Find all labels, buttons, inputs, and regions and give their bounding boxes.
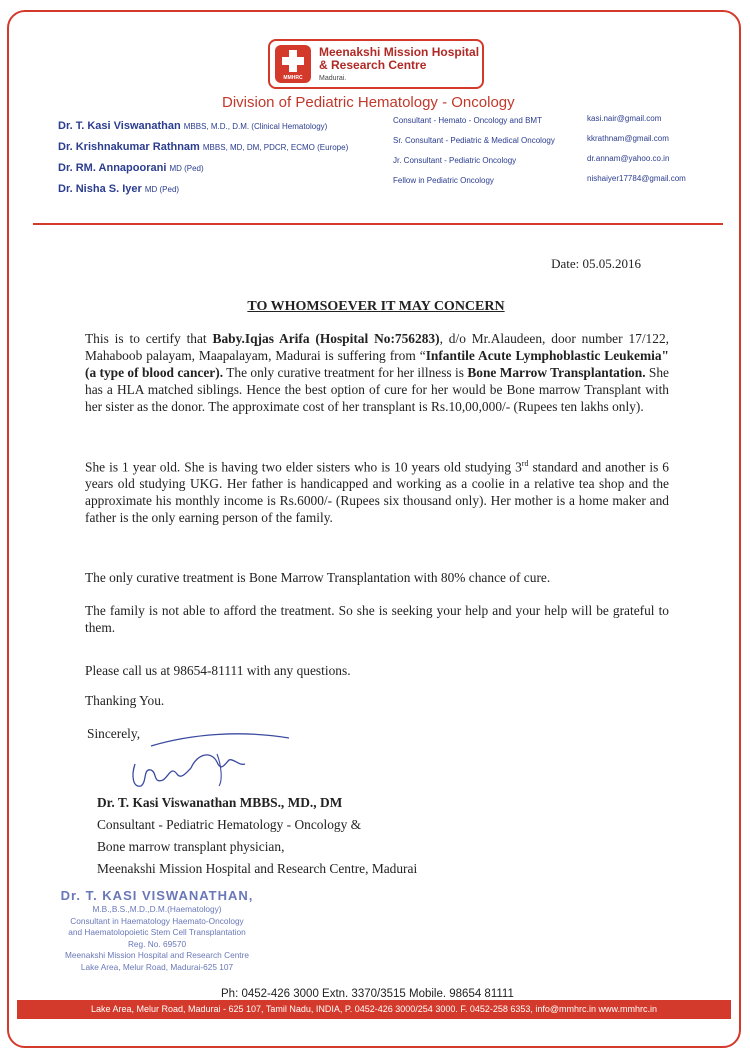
paragraph-contact: Please call us at 98654-81111 with any questions. bbox=[85, 663, 351, 678]
letterhead-page bbox=[7, 10, 741, 1048]
logo-tag: MMHRC bbox=[283, 75, 303, 81]
signer-block bbox=[97, 792, 417, 880]
doctor-email-2: kkrathnam@gmail.com bbox=[587, 134, 669, 143]
doctor-email-3: dr.annam@yahoo.co.in bbox=[587, 154, 670, 163]
letter-date: Date: 05.05.2016 bbox=[551, 256, 641, 271]
paragraph-cure: The only curative treatment is Bone Marrow Transplantation with 80% chance of cure. bbox=[85, 570, 551, 585]
doctor-role-4: Fellow in Pediatric Oncology bbox=[393, 176, 494, 185]
doctor-stamp: Dr. T. KASI VISWANATHAN, M.B.,B.S.,M.D.,D.M.(Haematology) Consultant in Haematology Haemato-Oncology and Haematolopoietic Stem Cell Transplantation Reg. No. 69570 Meenakshi Mission Hospital and Research Centre Lake Area, Melur Road, Madurai-625 107 bbox=[27, 888, 287, 973]
doctor-name-4: Dr. Nisha S. Iyer MD (Ped) bbox=[58, 183, 180, 195]
hospital-city: Madurai. bbox=[319, 75, 347, 82]
doctor-name-2: Dr. Krishnakumar Rathnam MBBS, MD, DM, PDCR, ECMO (Europe) bbox=[58, 141, 349, 153]
doctor-role-1: Consultant - Hemato - Oncology and BMT bbox=[393, 116, 542, 125]
doctor-email-4: nishaiyer17784@gmail.com bbox=[587, 174, 686, 183]
signer-organization: Meenakshi Mission Hospital and Research Centre, Madurai bbox=[97, 861, 418, 876]
signer-title: Consultant - Pediatric Hematology - Oncology & bbox=[97, 817, 362, 832]
red-cross-icon bbox=[275, 45, 311, 83]
signer-title-2: Bone marrow transplant physician, bbox=[97, 839, 285, 854]
treatment: Bone Marrow Transplantation. bbox=[467, 365, 646, 380]
hospital-logo bbox=[268, 39, 484, 89]
diagnosis: Infantile Acute Lymphoblastic Leukemia"(a type of blood cancer). bbox=[85, 348, 669, 380]
doctor-name-1: Dr. T. Kasi Viswanathan MBBS, M.D., D.M. (Clinical Hematology) bbox=[58, 120, 328, 132]
closing-line: Sincerely, bbox=[87, 726, 141, 741]
doctor-role-2: Sr. Consultant - Pediatric & Medical Oncology bbox=[393, 136, 555, 145]
paragraph-family: She is 1 year old. She is having two elder sisters who is 10 years old studying 3rd standard and another is 6 years old studying UKG. Her father is handicapped and working as a coolie in a relative tea shop and the approximate his monthly income is Rs.6000/- (Rupees six thousand only). Her mother is a home maker and father is the only earning person of the family. bbox=[85, 459, 669, 526]
hospital-name-line1: Meenakshi Mission Hospital bbox=[319, 45, 480, 59]
patient-name: Baby.Iqjas Arifa (Hospital No:756283) bbox=[212, 331, 440, 346]
handwritten-signature bbox=[121, 724, 291, 796]
paragraph-appeal: The family is not able to afford the treatment. So she is seeking your help and your help will be grateful to them. bbox=[85, 603, 669, 635]
signer-name: Dr. T. Kasi Viswanathan MBBS., MD., DM bbox=[97, 795, 343, 810]
hospital-name bbox=[319, 46, 479, 72]
footer-address-bar: Lake Area, Melur Road, Madurai - 625 107, Tamil Nadu, INDIA, P. 0452-426 3000/254 3000. F. 0452-258 6353, info@mmhrc.in www.mmhrc.in bbox=[17, 1000, 731, 1019]
doctor-name-3: Dr. RM. Annapoorani MD (Ped) bbox=[58, 162, 204, 174]
doctor-role-3: Jr. Consultant - Pediatric Oncology bbox=[393, 156, 517, 165]
stamp-name: Dr. T. KASI VISWANATHAN, bbox=[60, 888, 254, 903]
thanks-line: Thanking You. bbox=[85, 693, 165, 708]
hospital-name-line2: & Research Centre bbox=[319, 58, 427, 72]
paragraph-diagnosis: This is to certify that Baby.Iqjas Arifa (Hospital No:756283), d/o Mr.Alaudeen, door number 17/122, Mahaboob palayam, Maapalayam, Madurai is suffering from “Infantile Acute Lymphoblastic Leukemia"(a type of blood cancer). The only curative treatment for her illness is Bone Marrow Transplantation. She has a HLA matched siblings. Hence the best option of cure for her would be Bone marrow Transplant with her sister as the donor. The approximate cost of her transplant is Rs.10,00,000/- (Rupees ten lakhs only). bbox=[85, 331, 670, 414]
division-title: Division of Pediatric Hematology - Oncology bbox=[222, 94, 515, 111]
contact-phone: Ph: 0452-426 3000 Extn. 3370/3515 Mobile. 98654 81111 bbox=[221, 988, 514, 1000]
letter-heading: TO WHOMSOEVER IT MAY CONCERN bbox=[247, 299, 505, 314]
header-divider bbox=[33, 223, 723, 225]
doctor-email-1: kasi.nair@gmail.com bbox=[587, 114, 662, 123]
